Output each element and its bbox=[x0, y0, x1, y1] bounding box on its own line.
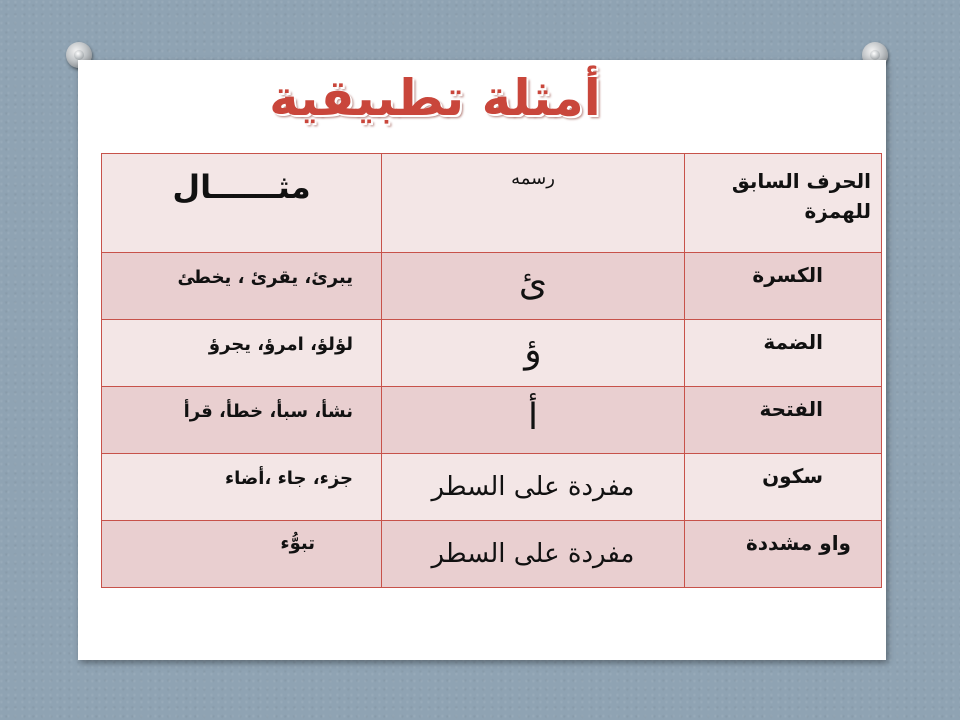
cell-shape: ؤ bbox=[382, 320, 685, 387]
cell-shape: مفردة على السطر bbox=[382, 521, 685, 588]
hamza-rules-table bbox=[101, 153, 882, 588]
cell-previous-letter: سكون bbox=[685, 454, 882, 521]
cell-example: نشأ، سبأ، خطأ، قرأ bbox=[102, 387, 382, 454]
table-row bbox=[102, 454, 882, 521]
cell-previous-letter: الفتحة bbox=[685, 387, 882, 454]
slide-title: أمثلة تطبيقية bbox=[269, 69, 601, 127]
cell-shape: أ bbox=[382, 387, 685, 454]
cell-shape: مفردة على السطر bbox=[382, 454, 685, 521]
cell-example: يبرئ، يقرئ ، يخطئ bbox=[102, 253, 382, 320]
table-header-row bbox=[102, 154, 882, 253]
cell-shape: ئ bbox=[382, 253, 685, 320]
table-row bbox=[102, 387, 882, 454]
cell-previous-letter: الكسرة bbox=[685, 253, 882, 320]
header-previous-letter: الحرف السابق للهمزة bbox=[685, 154, 882, 253]
cell-example: لؤلؤ، امرؤ، يجرؤ bbox=[102, 320, 382, 387]
table-row bbox=[102, 521, 882, 588]
header-example: مثــــــال bbox=[102, 154, 382, 253]
header-shape: رسمه bbox=[382, 154, 685, 253]
table-row bbox=[102, 320, 882, 387]
table-row bbox=[102, 253, 882, 320]
cell-previous-letter: واو مشددة bbox=[685, 521, 882, 588]
cell-example: جزء، جاء ،أضاء bbox=[102, 454, 382, 521]
cell-example: تبوُّء bbox=[102, 521, 382, 588]
cell-previous-letter: الضمة bbox=[685, 320, 882, 387]
